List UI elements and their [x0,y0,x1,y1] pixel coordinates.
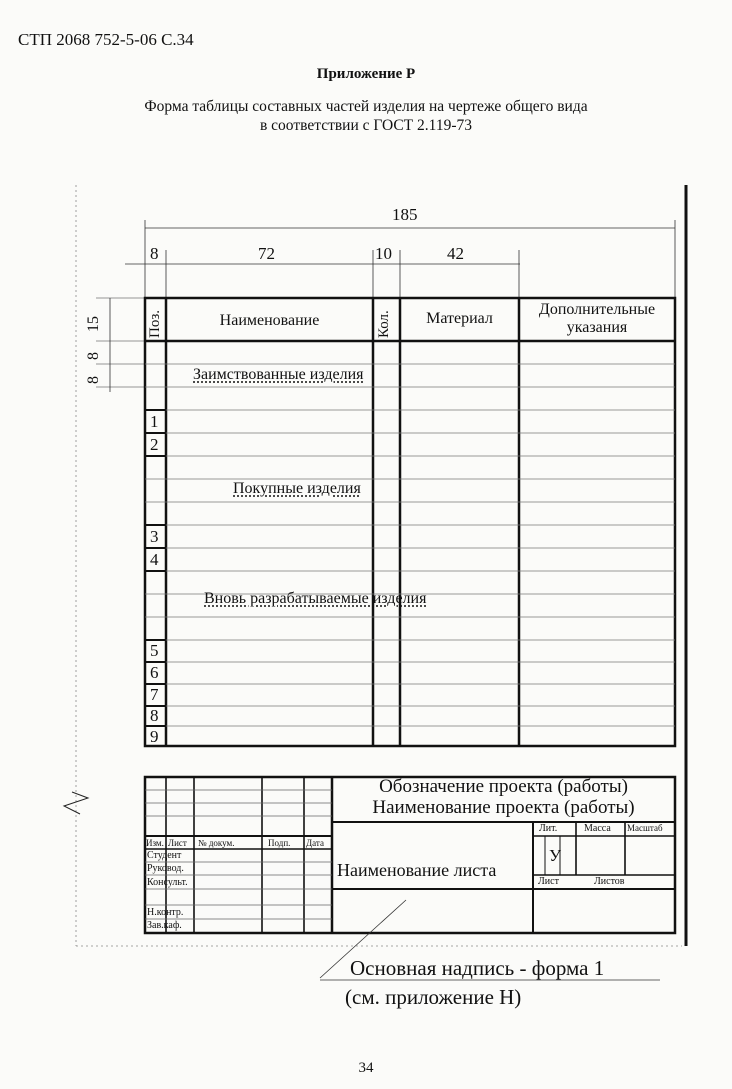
dim-row-header: 15 [85,316,102,332]
row-number: 2 [150,435,159,454]
row-number: 7 [150,685,159,704]
appendix-title: Приложение Р [316,66,416,82]
sheet-name: Наименование листа [337,860,497,880]
dim-total-width: 185 [392,205,418,224]
caption-line-1: Основная надпись - форма 1 [350,956,605,980]
column-header-qty: Кол. [376,310,392,338]
role-student: Студент [147,850,182,861]
column-header-material: Материал [426,310,493,327]
project-designation: Обозначение проекта (работы) [379,776,628,797]
dim-col-name: 72 [258,244,275,263]
row-number: 1 [150,412,159,431]
row-number: 8 [150,706,159,725]
row-number: 3 [150,527,159,546]
project-name: Наименование проекта (работы) [372,797,635,818]
dim-col-qty: 10 [375,244,392,263]
col-label-sign: Подп. [268,838,291,848]
column-header-pos: Поз. [147,309,163,338]
sheets-label: Листов [594,876,625,887]
col-label-date: Дата [306,838,324,848]
dim-col-material: 42 [447,244,464,263]
row-number: 6 [150,663,159,682]
role-head-of-dept: Зав.каф. [147,920,182,931]
col-label-doc-no: № докум. [198,838,235,848]
mass-label: Масса [584,823,611,834]
column-header-extra-line-1: Дополнительные [538,301,656,318]
section-title-purchased: Покупные изделия [233,480,361,497]
subtitle-line-2: в соответствии с ГОСТ 2.119-73 [259,117,472,134]
subtitle-line-1: Форма таблицы составных частей изделия на чертеже общего вида [144,98,588,115]
section-title-borrowed: Заимствованные изделия [193,366,364,383]
row-number: 9 [150,727,159,746]
column-header-extra [519,301,675,337]
column-header-name: Наименование [219,312,320,329]
page-number: 34 [358,1060,374,1076]
lit-value: У [549,846,562,865]
role-consultant: Консульт. [147,877,188,888]
col-label-sheet: Лист [168,838,187,848]
standard-code: СТП 2068 752-5-06 С.34 [18,30,194,49]
section-title-new: Вновь разрабатываемые изделия [204,590,427,607]
sheet-label: Лист [538,876,559,887]
dim-col-pos: 8 [150,244,159,263]
row-number: 4 [150,550,159,569]
role-supervisor: Руковод. [147,863,184,874]
dim-row-2: 8 [85,376,102,384]
col-label-change: Изм. [146,838,164,848]
row-number: 5 [150,641,159,660]
dim-row-1: 8 [85,352,102,360]
caption-line-2: (см. приложение Н) [345,985,522,1009]
role-norm-control: Н.контр. [147,907,184,918]
column-header-extra-line-2: указания [566,319,628,336]
lit-label: Лит. [539,823,558,834]
scale-label: Масштаб [627,823,663,833]
